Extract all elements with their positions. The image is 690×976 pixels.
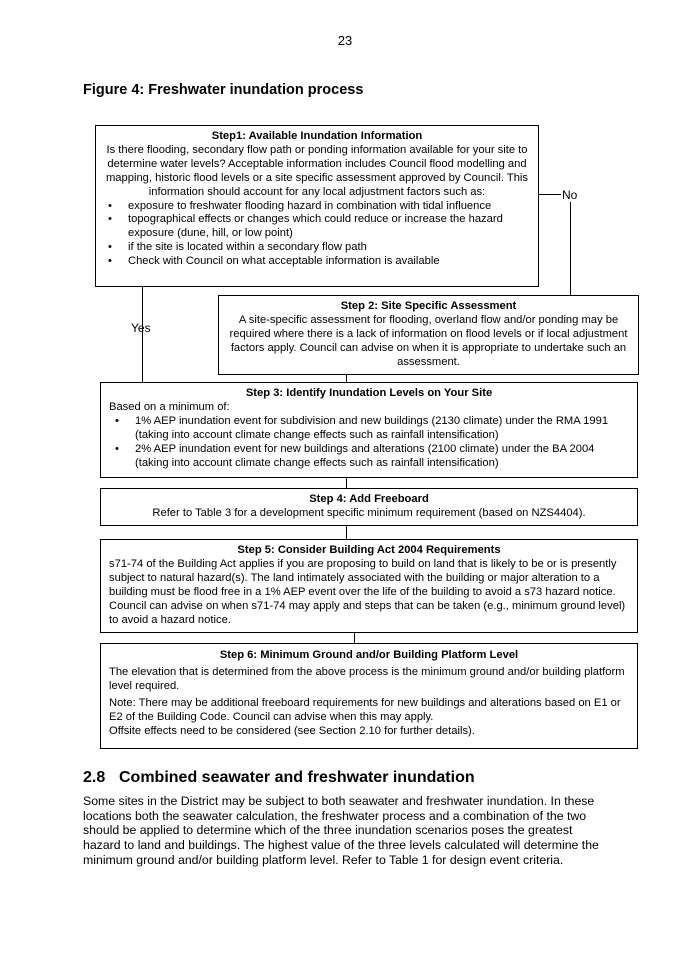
- section-heading: [83, 769, 475, 787]
- step4-text: Refer to Table 3 for a development specific minimum requirement (based on NZS4404).: [152, 506, 586, 519]
- step1-bullet: • if the site is located within a secondary flow path: [102, 241, 532, 255]
- step1-title: Step1: Available Inundation Information: [211, 130, 423, 142]
- step1-bullet: • exposure to freshwater flooding hazard in combination with tidal influence: [102, 200, 532, 214]
- step5-title: Step 5: Consider Building Act 2004 Requirements: [237, 544, 501, 556]
- step1-bullet: • Check with Council on what acceptable information is available: [102, 255, 532, 269]
- step2-text: A site-specific assessment for flooding, overland flow and/or ponding may be required where there is a lack of information on flood levels or if local adjustment factors apply. Council can advise on when it is appropriate to undertake such an assessment.: [229, 313, 628, 368]
- step1-bullets: [102, 200, 532, 270]
- step1-bullet: • topographical effects or changes which could reduce or increase the hazard exposure (dune, hill, or low point): [102, 213, 532, 241]
- connector-step5-step6: [354, 632, 355, 643]
- step5-text: s71-74 of the Building Act applies if you are proposing to build on land that is likely to be or is presently subject to natural hazard(s). The land intimately associated with the building or major alteration to a building must be flood free in a 1% AEP event over the life of the building to avoid a s73 hazard notice. Council can advise on when s71-74 may apply and steps that can be taken (e.g., minimum ground level) to avoid a hazard notice.: [109, 557, 626, 626]
- step4-title: Step 4: Add Freeboard: [309, 493, 429, 505]
- step6-box: [100, 643, 638, 749]
- step3-intro: Based on a minimum of:: [109, 400, 230, 413]
- step2-title: Step 2: Site Specific Assessment: [340, 300, 517, 312]
- no-label: No: [562, 188, 578, 202]
- step1-text: Is there flooding, secondary flow path or ponding information available for your site to determine water levels? Acceptable information includes Council flood modelling and mapping, historic flood levels or a site specific assessment approved by Council. This information should account for any local adjustment factors such as:: [105, 143, 528, 198]
- step4-box: [100, 488, 638, 526]
- step2-box: [218, 295, 639, 375]
- step3-box: [100, 382, 638, 478]
- connector-step4-step5: [346, 526, 347, 539]
- section-body: Some sites in the District may be subject to both seawater and freshwater inundation. In these locations both the seawater calculation, the freshwater process and a combination of the two should be applied to determine which of the three inundation scenarios poses the greatest hazard to land and buildings. The highest value of the three levels calculated will determine the minimum ground and/or building platform level. Refer to Table 1 for design event criteria.: [83, 794, 599, 867]
- yes-label: Yes: [131, 321, 151, 335]
- step6-para3: Offsite effects need to be considered (see Section 2.10 for further details).: [109, 724, 475, 737]
- step5-box: [100, 539, 638, 633]
- step3-bullet: • 2% AEP inundation event for new buildings and alterations (2100 climate) under the BA 2004 (taking into account climate change effects such as rainfall intensification): [109, 443, 629, 471]
- step3-bullets: [109, 415, 629, 471]
- section-number: 2.8: [83, 769, 106, 786]
- connector-step3-step4: [346, 477, 347, 488]
- figure-title: Figure 4: Freshwater inundation process: [83, 82, 364, 98]
- step3-bullet: • 1% AEP inundation event for subdivision and new buildings (2130 climate) under the RMA 1991 (taking into account climate change effects such as rainfall intensification): [109, 415, 629, 443]
- page-number: 23: [337, 33, 353, 48]
- step6-para2: Note: There may be additional freeboard requirements for new buildings and alterations based on E1 or E2 of the Building Code. Council can advise when this may apply.: [109, 696, 621, 723]
- section-title: Combined seawater and freshwater inundation: [119, 769, 475, 786]
- step3-title: Step 3: Identify Inundation Levels on Your Site: [245, 387, 493, 399]
- step1-box: [95, 125, 539, 287]
- step6-title: Step 6: Minimum Ground and/or Building Platform Level: [219, 649, 519, 661]
- step6-para1: The elevation that is determined from the above process is the minimum ground and/or building platform level required.: [109, 665, 625, 692]
- connector-no-vertical: [570, 194, 571, 295]
